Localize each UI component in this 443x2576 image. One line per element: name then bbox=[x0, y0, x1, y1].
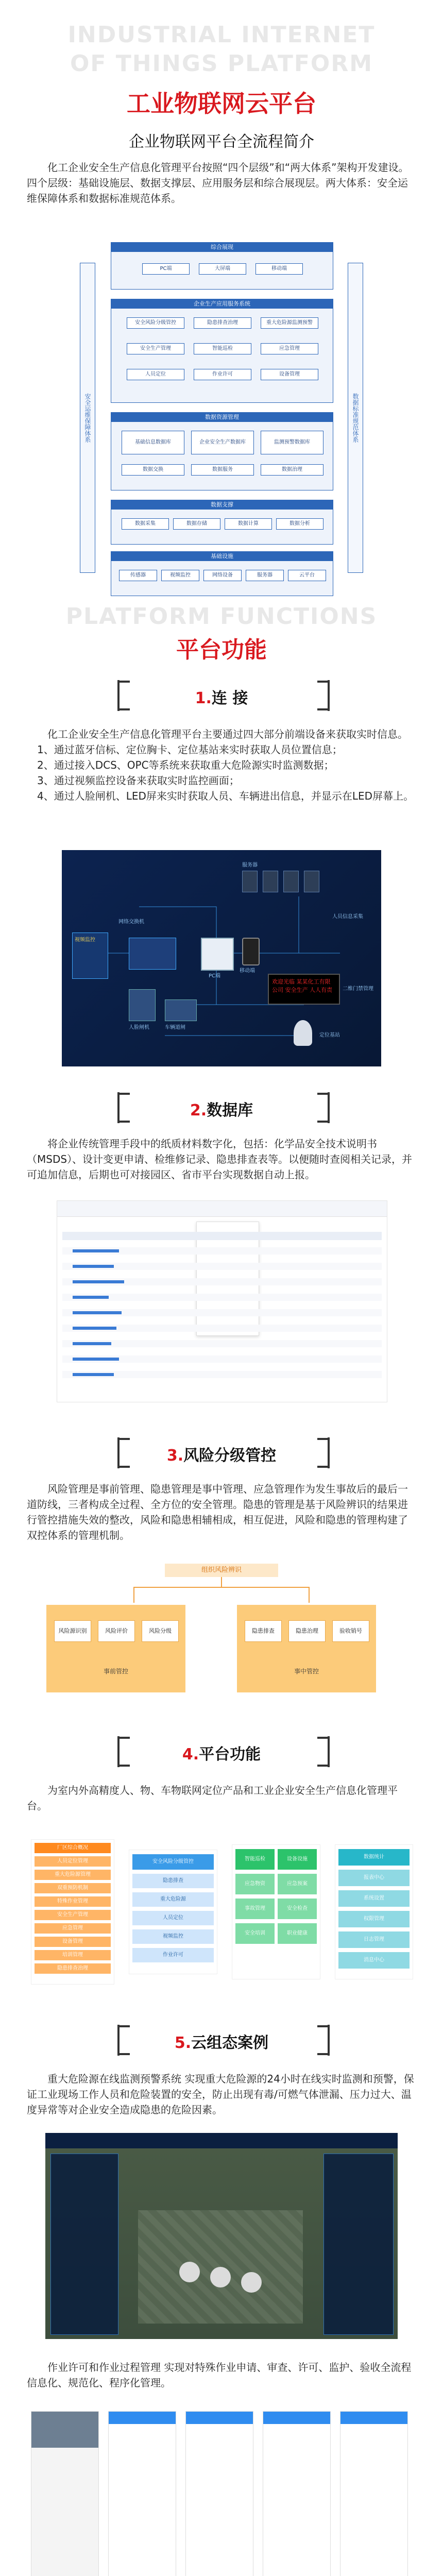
functions-title: 平台功能 bbox=[176, 637, 267, 663]
panel-item: 消息中心 bbox=[338, 1952, 410, 1969]
layer-data-support bbox=[111, 500, 333, 545]
section-number: 2. bbox=[190, 1101, 207, 1120]
panel-item: 重大危险源管理 bbox=[35, 1870, 111, 1880]
panel-item: 系统设置 bbox=[338, 1890, 410, 1907]
mobile-screen bbox=[263, 2411, 331, 2576]
layer-title: 数据资源管理 bbox=[111, 413, 333, 422]
section-name: 云组态案例 bbox=[191, 2034, 269, 2052]
section-paragraph: 重大危险源在线监测预警系统 实现重大危险源的24小时在线实时监测和预警，保证工业现场工作人员和危险装置的安全，防止出现有毒/可燃气体泄漏、压力过大、温度异常等对企业安全造成隐患的危险因素。 bbox=[27, 2073, 414, 2116]
panel-item: 安全生产管理 bbox=[35, 1910, 111, 1920]
risk-step: 风险分级 bbox=[142, 1620, 179, 1642]
page-subtitle: 企业物联网平台全流程简介 bbox=[129, 133, 314, 151]
layer-cell: 应急管理 bbox=[261, 343, 318, 354]
side-label-left: 安全运维保障体系 bbox=[80, 263, 95, 573]
face-gate-icon bbox=[129, 989, 156, 1021]
layer-presentation bbox=[111, 242, 333, 290]
diagram-label: 定位基站 bbox=[319, 1032, 340, 1038]
layer-title: 基础设施 bbox=[111, 552, 333, 561]
intro-paragraph bbox=[27, 160, 416, 206]
panel-item: 安全风险分级管控 bbox=[132, 1854, 214, 1870]
panel-item: 事故管理 bbox=[235, 1899, 275, 1919]
diagram-label: 移动端 bbox=[240, 968, 255, 974]
layer-title: 综合展现 bbox=[111, 243, 333, 252]
layer-cell: 网络设备 bbox=[203, 570, 242, 581]
work-permit-screens bbox=[31, 2411, 412, 2576]
layer-infrastructure bbox=[111, 551, 333, 596]
panel-item: 报表中心 bbox=[338, 1870, 410, 1886]
panel-item: 设备设施 bbox=[278, 1849, 317, 1870]
section-paragraph: 化工企业安全生产信息化管理平台主要通过四大部分前端设备来获取实时信息。 bbox=[47, 728, 408, 740]
panel-item: 双重预防机制 bbox=[35, 1883, 111, 1893]
section-3-text bbox=[27, 1481, 416, 1543]
panel-item: 权限管理 bbox=[338, 1911, 410, 1927]
risk-step: 隐患治理 bbox=[288, 1620, 326, 1642]
panel-item: 应急预案 bbox=[278, 1874, 317, 1894]
panel-item: 日志管理 bbox=[338, 1931, 410, 1948]
diagram-label: 网络交换机 bbox=[118, 919, 144, 925]
risk-diagram bbox=[46, 1564, 397, 1698]
panel-item: 安全检查 bbox=[278, 1899, 317, 1919]
section-number: 3. bbox=[166, 1447, 184, 1465]
section-5-text bbox=[27, 2071, 416, 2117]
layer-cell: 数据交换 bbox=[122, 464, 184, 476]
layer-cell: 安全生产管理 bbox=[127, 343, 184, 354]
mobile-icon bbox=[242, 938, 260, 965]
diagram-label: PC端 bbox=[209, 973, 221, 979]
functions-background-text: PLATFORM FUNCTIONS bbox=[65, 603, 378, 630]
layer-cell: 视频监控 bbox=[161, 570, 199, 581]
toolbar bbox=[57, 1201, 387, 1217]
panel-item: 安全培训 bbox=[235, 1923, 275, 1944]
layer-data-resource bbox=[111, 412, 333, 490]
section-paragraph: 将企业传统管理手段中的纸质材料数字化，包括：化学品安全技术说明书（MSDS）、设计变更申请、检维修记录、隐患排查表等。以便随时查阅相关记录，并可追加信息，后期也可对接园区、省市平台实现数据自动上报。 bbox=[27, 1138, 413, 1181]
panel-item: 应急管理 bbox=[35, 1923, 111, 1934]
section-paragraph: 3、通过视频监控设备来获取实时监控画面； bbox=[37, 774, 240, 787]
dashboard-left-panel bbox=[50, 2154, 118, 2335]
server-group bbox=[242, 871, 345, 907]
person-icon bbox=[294, 1020, 312, 1046]
panel-item: 设备管理 bbox=[35, 1937, 111, 1947]
monitoring-dashboard bbox=[45, 2133, 398, 2339]
section-heading bbox=[0, 1443, 443, 1465]
function-panel bbox=[31, 1839, 114, 1985]
section-paragraph: 4、通过人脸闸机、LED屏来实时获取人员、车辆进出信息，并显示在LED屏幕上。 bbox=[37, 790, 414, 802]
risk-step: 隐患排查 bbox=[245, 1620, 282, 1642]
pre-control-panel bbox=[46, 1605, 185, 1692]
layer-cell: 移动端 bbox=[255, 263, 303, 275]
section-paragraph: 2、通过接入DCS、OPC等系统来获取重大危险源实时监测数据； bbox=[37, 759, 334, 771]
tank-icon bbox=[241, 2272, 262, 2293]
risk-top-label: 组织风险辨识 bbox=[165, 1564, 278, 1577]
switch-icon bbox=[129, 938, 176, 970]
layer-cell: 大屏端 bbox=[199, 263, 246, 275]
architecture-diagram bbox=[80, 242, 363, 598]
mobile-screen bbox=[108, 2411, 176, 2576]
side-label-right: 数据标准规范体系 bbox=[348, 263, 363, 573]
layer-cell: 设备管理 bbox=[261, 369, 318, 380]
vehicle-gate-icon bbox=[165, 999, 197, 1021]
function-panel bbox=[232, 1844, 320, 1979]
layer-cell: 安全风险分级管控 bbox=[127, 317, 184, 329]
led-screen: 欢迎光临 某某化工有限公司 安全生产 人人有责 bbox=[268, 974, 340, 1005]
section-heading bbox=[0, 2030, 443, 2053]
layer-cell: 数据采集 bbox=[122, 518, 169, 530]
layer-cell: 隐患排查治理 bbox=[194, 317, 251, 329]
risk-step: 风险源识别 bbox=[54, 1620, 91, 1642]
risk-step: 验收销号 bbox=[332, 1620, 369, 1642]
layer-cell: 数据服务 bbox=[191, 464, 254, 476]
section-paragraph: 1、通过蓝牙信标、定位胸卡、定位基站来实时获取人员位置信息； bbox=[37, 743, 343, 756]
function-panel bbox=[129, 1850, 217, 1974]
section-number: 5. bbox=[174, 2034, 192, 2052]
case-paragraph: 作业许可和作业过程管理 实现对特殊作业申请、审查、许可、监护、验收全流程信息化、规范化、程序化管理。 bbox=[27, 2361, 412, 2389]
layer-application bbox=[111, 299, 333, 403]
section-4-text bbox=[27, 1783, 416, 1814]
layer-title: 企业生产应用服务系统 bbox=[111, 299, 333, 309]
panel-item: 重大危险源 bbox=[132, 1892, 214, 1907]
diagram-label: 视频监控 bbox=[72, 933, 108, 979]
section-paragraph: 为室内外高精度人、物、车物联网定位产品和工业企业安全生产信息化管理平台。 bbox=[27, 1784, 398, 1812]
dashboard-right-panel bbox=[323, 2154, 394, 2335]
database-screenshot bbox=[57, 1200, 387, 1402]
panel-item: 数据统计 bbox=[338, 1849, 410, 1866]
section-1-text bbox=[27, 726, 416, 804]
panel-item: 人员定位管理 bbox=[35, 1856, 111, 1867]
panel-item: 智能巡检 bbox=[235, 1849, 275, 1870]
function-panel bbox=[335, 1844, 413, 1979]
dashboard-header bbox=[45, 2133, 398, 2148]
layer-cell: 企业安全生产数据库 bbox=[191, 431, 254, 454]
layer-cell: 数据分析 bbox=[276, 518, 323, 530]
page-title: 工业物联网云平台 bbox=[127, 90, 316, 117]
layer-cell: 数据存储 bbox=[173, 518, 220, 530]
diagram-label: 二维门禁管理 bbox=[343, 986, 373, 992]
layer-cell: 数据治理 bbox=[261, 464, 323, 476]
panel-item: 作业许可 bbox=[132, 1948, 214, 1962]
layer-cell: 重大危险源监测预警 bbox=[261, 317, 318, 329]
section-name: 数据库 bbox=[207, 1101, 253, 1120]
section-heading bbox=[0, 685, 443, 708]
intro-text: 化工企业安全生产信息化管理平台按照“四个层级”和“两大体系”架构开发建设。四个层级：基础设施层、数据支撑层、应用服务层和综合展现层。两大体系：安全运维保障体系和数据标准规范体系。 bbox=[27, 161, 409, 205]
layer-cell: 传感器 bbox=[119, 570, 157, 581]
section-name: 平台功能 bbox=[199, 1745, 261, 1764]
layer-cell: PC端 bbox=[142, 263, 190, 275]
layer-cell: 作业许可 bbox=[194, 369, 251, 380]
panel-item: 培训管理 bbox=[35, 1950, 111, 1960]
hero-background-text: INDUSTRIAL INTERNET OF THINGS PLATFORM bbox=[67, 22, 376, 77]
mobile-screen bbox=[340, 2411, 408, 2576]
diagram-label: 人脸闸机 bbox=[129, 1025, 149, 1030]
section-name: 连 接 bbox=[211, 689, 248, 707]
diagram-label: 人员信息采集 bbox=[332, 914, 363, 920]
risk-caption: 事前管控 bbox=[103, 1668, 128, 1675]
section-name: 风险分级管控 bbox=[183, 1447, 277, 1465]
panel-item: 应急物资 bbox=[235, 1874, 275, 1894]
layer-cell: 云平台 bbox=[288, 570, 326, 581]
panel-item: 人员定位 bbox=[132, 1911, 214, 1925]
diagram-label: 车辆道闸 bbox=[165, 1025, 185, 1030]
tank-icon bbox=[179, 2262, 200, 2282]
panel-item: 视频监控 bbox=[132, 1929, 214, 1944]
panel-item: 特殊作业管理 bbox=[35, 1896, 111, 1907]
risk-caption: 事中管控 bbox=[294, 1668, 319, 1675]
layer-title: 数据支撑 bbox=[111, 500, 333, 510]
tank-icon bbox=[210, 2267, 231, 2287]
layer-cell: 数据计算 bbox=[225, 518, 272, 530]
function-panels bbox=[31, 1834, 412, 1989]
layer-cell: 智能巡检 bbox=[194, 343, 251, 354]
risk-step: 风险评价 bbox=[98, 1620, 135, 1642]
panel-item: 隐患排查治理 bbox=[35, 1963, 111, 1974]
layer-cell: 基础信息数据库 bbox=[122, 431, 184, 454]
layer-cell: 监测预警数据库 bbox=[261, 431, 323, 454]
section-heading bbox=[0, 1097, 443, 1120]
section-2-text bbox=[27, 1136, 416, 1182]
table-rows bbox=[62, 1232, 382, 1397]
section-number: 4. bbox=[182, 1745, 199, 1764]
mobile-screen bbox=[31, 2411, 99, 2576]
computer-icon bbox=[201, 938, 234, 971]
section-number: 1. bbox=[195, 689, 212, 707]
mobile-screen bbox=[185, 2411, 253, 2576]
diagram-label: 服务器 bbox=[242, 862, 258, 868]
panel-item: 厂区综合概况 bbox=[35, 1843, 111, 1853]
risk-connectors bbox=[46, 1577, 397, 1608]
panel-item: 隐患排查 bbox=[132, 1874, 214, 1888]
layer-cell: 服务器 bbox=[246, 570, 284, 581]
case-2-text bbox=[27, 2360, 416, 2391]
section-paragraph: 风险管理是事前管理、隐患管理是事中管理、应急管理作为发生事故后的最后一道防线，三者构成全过程、全方位的安全管理。隐患的管理是基于风险辨识的结果进行管控措施失效的整改，风险和隐患相辅相成，相互促进，风险和隐患的管理构建了双控体系的管理机制。 bbox=[27, 1483, 408, 1541]
panel-item: 职业健康 bbox=[278, 1923, 317, 1944]
connection-topology-diagram bbox=[62, 850, 381, 1066]
mid-control-panel bbox=[237, 1605, 376, 1692]
layer-cell: 人员定位 bbox=[127, 369, 184, 380]
section-heading bbox=[0, 1741, 443, 1764]
